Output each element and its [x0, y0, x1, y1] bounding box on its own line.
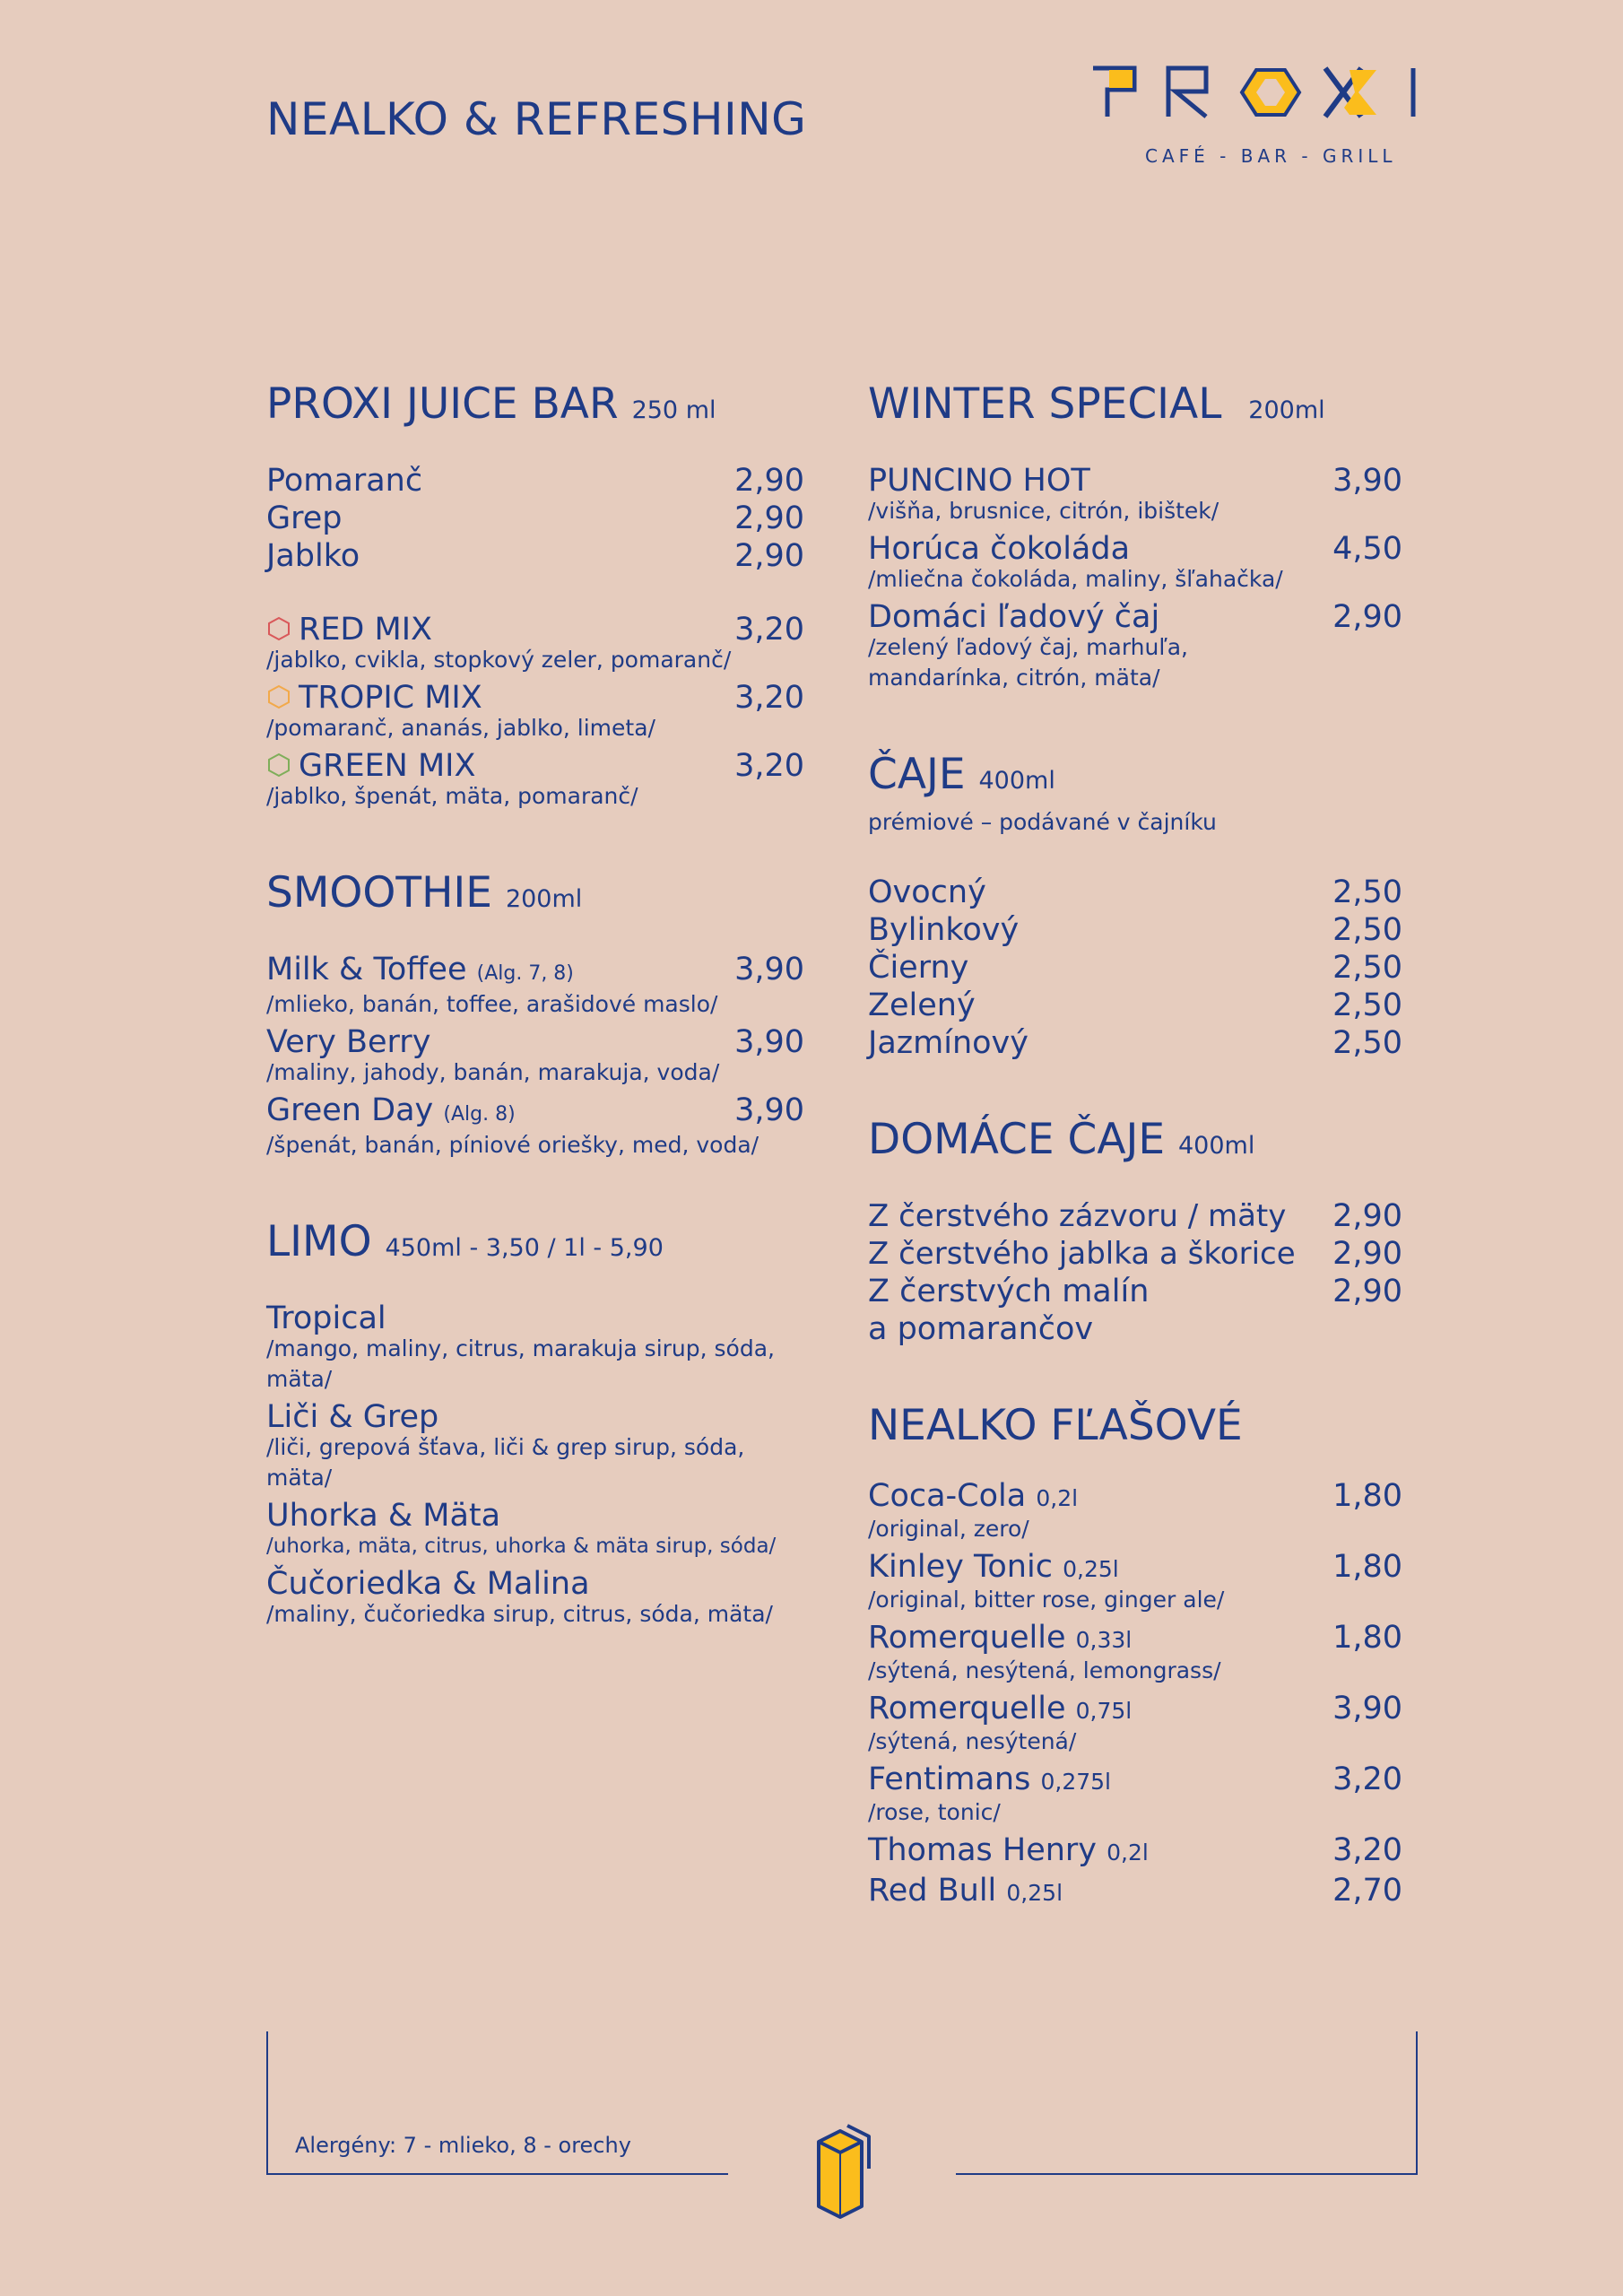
logo-tagline: CAFÉ - BAR - GRILL	[1145, 145, 1397, 167]
item-description: /uhorka, mäta, citrus, uhorka & mäta sirup, sóda/	[266, 1535, 777, 1558]
item-description: /maliny, čučoriedka sirup, citrus, sóda, mäta/	[266, 1601, 773, 1627]
menu-item: Romerquelle 0,33l 1,80	[868, 1620, 1402, 1656]
footer-frame-right	[1416, 2031, 1418, 2175]
menu-item: Čučoriedka & Malina	[266, 1566, 590, 1602]
menu-item: Jablko 2,90	[266, 538, 804, 574]
menu-item: Tropical	[266, 1300, 386, 1336]
menu-item-continuation: a pomarančov	[868, 1311, 1094, 1347]
item-description: /jablko, špenát, mäta, pomaranč/	[266, 783, 638, 809]
item-description: /mlieko, banán, toffee, arašidové maslo/	[266, 991, 718, 1017]
bottled-drinks-section	[868, 1400, 1402, 1912]
footer-frame-bottom-right	[956, 2173, 1418, 2175]
item-description: /pomaranč, ananás, jablko, limeta/	[266, 715, 655, 741]
item-description: /liči, grepová šťava, liči & grep sirup, sóda, mäta/	[266, 1434, 745, 1491]
limo-section	[266, 1216, 804, 1630]
homemade-tea-title: DOMÁCE ČAJE 400ml	[868, 1115, 1255, 1164]
menu-item: Z čerstvého zázvoru / mäty 2,90	[868, 1198, 1402, 1234]
item-description: /mliečna čokoláda, maliny, šľahačka/	[868, 566, 1283, 592]
footer-frame-bottom-left	[266, 2173, 728, 2175]
item-description: /mango, maliny, citrus, marakuja sirup, sóda, mäta/	[266, 1335, 775, 1392]
bottled-drinks-title: NEALKO FĽAŠOVÉ	[868, 1401, 1243, 1450]
menu-item: Uhorka & Mäta	[266, 1498, 501, 1534]
menu-item-tropic-mix: TROPIC MIX 3,20	[266, 679, 804, 717]
juice-bar-section	[266, 378, 804, 812]
menu-item: Grep 2,90	[266, 500, 804, 536]
juice-bar-title: PROXI JUICE BAR 250 ml	[266, 379, 716, 429]
menu-item: Red Bull 0,25l 2,70	[868, 1873, 1402, 1909]
item-description: /maliny, jahody, banán, marakuja, voda/	[266, 1059, 720, 1085]
menu-item: Z čerstvých malín 2,90	[868, 1274, 1402, 1309]
item-description: /zelený ľadový čaj, marhuľa, mandarínka, citrón, mäta/	[868, 634, 1188, 691]
left-column	[266, 378, 804, 1633]
menu-item: Romerquelle 0,75l 3,90	[868, 1691, 1402, 1726]
page-title: NEALKO & REFRESHING	[266, 93, 807, 145]
item-description: /original, bitter rose, ginger ale/	[868, 1587, 1225, 1613]
menu-item: PUNCINO HOT 3,90	[868, 463, 1402, 499]
proxi-logo	[1089, 63, 1417, 170]
menu-item: Čierny 2,50	[868, 950, 1402, 986]
right-column	[868, 378, 1402, 1912]
menu-item: Kinley Tonic 0,25l 1,80	[868, 1549, 1402, 1585]
red-hexagon-icon	[266, 616, 291, 641]
item-description: /špenát, banán, píniové oriešky, med, voda/	[266, 1132, 759, 1158]
smoothie-title: SMOOTHIE 200ml	[266, 868, 583, 918]
menu-item: Horúca čokoláda 4,50	[868, 531, 1402, 567]
menu-item: Bylinkový 2,50	[868, 912, 1402, 948]
item-description: /višňa, brusnice, citrón, ibištek/	[868, 498, 1219, 524]
item-description: /original, zero/	[868, 1516, 1029, 1542]
proxi-wordmark-icon	[1089, 63, 1417, 126]
winter-special-title: WINTER SPECIAL 200ml	[868, 379, 1325, 429]
menu-item-green-mix: GREEN MIX 3,20	[266, 747, 804, 785]
tea-title: ČAJE 400ml	[868, 750, 1055, 799]
allergens-note: Alergény: 7 - mlieko, 8 - orechy	[295, 2133, 631, 2158]
menu-item: Z čerstvého jablka a škorice 2,90	[868, 1236, 1402, 1272]
tea-section	[868, 749, 1402, 1062]
winter-special-section	[868, 378, 1402, 693]
tea-subtitle: prémiové – podávané v čajníku	[868, 809, 1217, 835]
menu-item: Milk & Toffee (Alg. 7, 8) 3,90	[266, 952, 804, 987]
hexagon-column-icon	[812, 2124, 874, 2222]
green-hexagon-icon	[266, 752, 291, 778]
menu-item: Ovocný 2,50	[868, 874, 1402, 910]
footer-frame-left	[266, 2031, 268, 2175]
homemade-tea-section	[868, 1114, 1402, 1348]
menu-item: Green Day (Alg. 8) 3,90	[266, 1092, 804, 1128]
menu-item: Very Berry 3,90	[266, 1024, 804, 1060]
menu-item: Coca-Cola 0,2l 1,80	[868, 1478, 1402, 1514]
menu-item-red-mix: RED MIX 3,20	[266, 611, 804, 648]
menu-item: Jazmínový 2,50	[868, 1025, 1402, 1061]
menu-item: Domáci ľadový čaj 2,90	[868, 599, 1402, 635]
orange-hexagon-icon	[266, 684, 291, 709]
menu-item: Liči & Grep	[266, 1399, 439, 1435]
item-description: /rose, tonic/	[868, 1799, 1001, 1825]
menu-item: Thomas Henry 0,2l 3,20	[868, 1832, 1402, 1868]
menu-item: Pomaranč 2,90	[266, 463, 804, 499]
menu-item: Fentimans 0,275l 3,20	[868, 1761, 1402, 1797]
smoothie-section	[266, 867, 804, 1161]
item-description: /jablko, cvikla, stopkový zeler, pomaranč/	[266, 647, 732, 673]
limo-title: LIMO 450ml - 3,50 / 1l - 5,90	[266, 1217, 664, 1266]
menu-item: Zelený 2,50	[868, 987, 1402, 1023]
item-description: /sýtená, nesýtená/	[868, 1728, 1077, 1754]
item-description: /sýtená, nesýtená, lemongrass/	[868, 1657, 1221, 1683]
